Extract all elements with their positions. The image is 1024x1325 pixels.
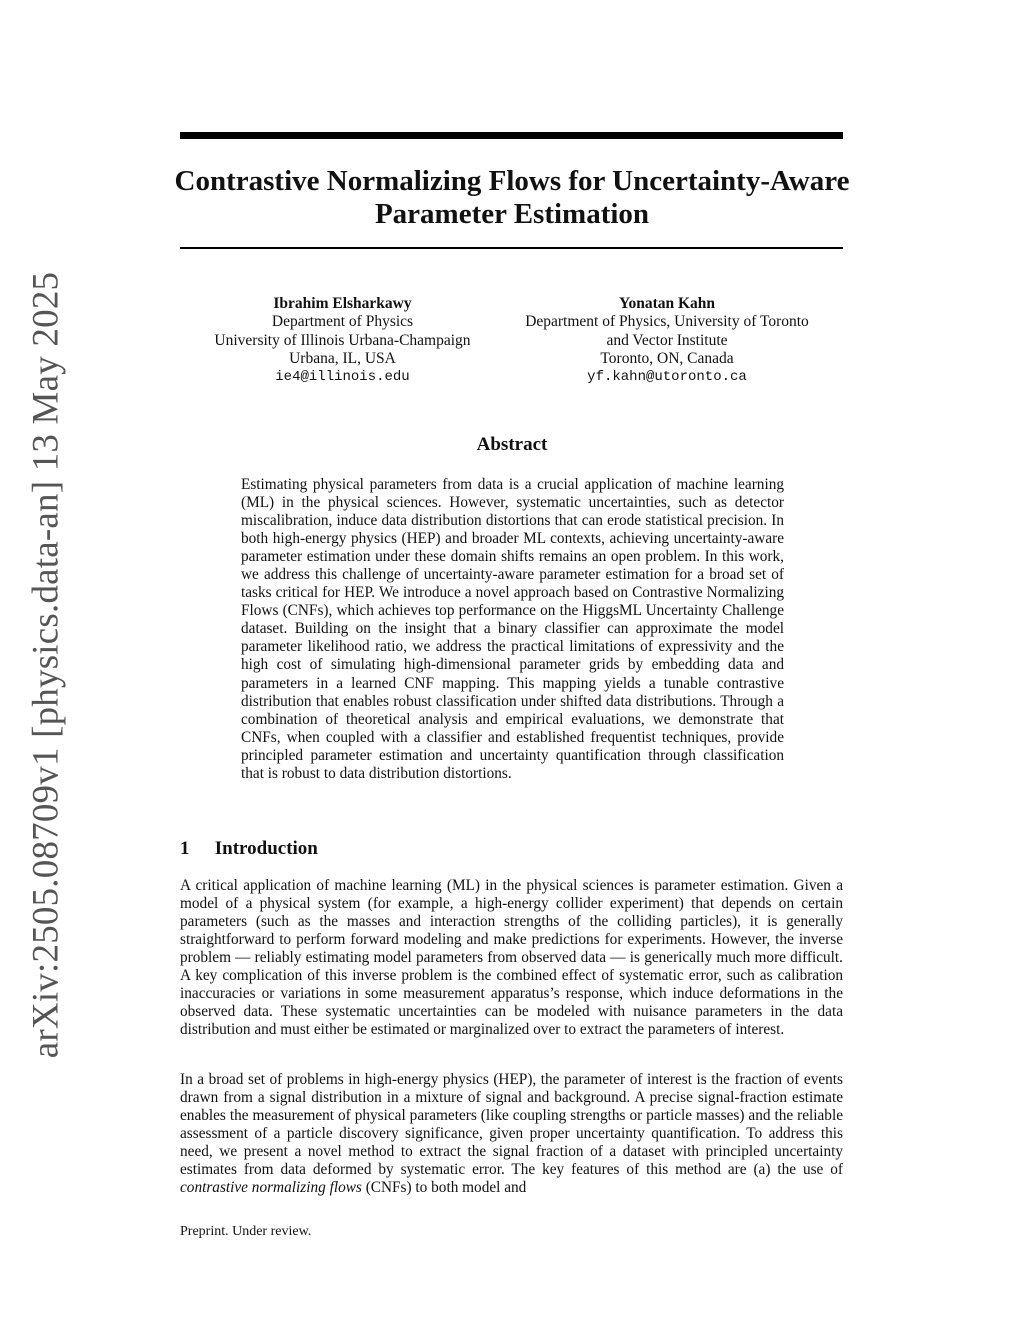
section-number: 1	[180, 838, 190, 859]
footer-note: Preprint. Under review.	[180, 1224, 312, 1239]
author-email: yf.kahn@utoronto.ca	[587, 369, 747, 386]
paragraph-text: (CNFs) to both model and	[361, 1179, 527, 1197]
paragraph-text: In a broad set of problems in high-energy physics (HEP), the parameter of interest is the fraction of events drawn from a signal distribution in a mixture of signal and background. A precise signal-fraction estimate enables the measurement of physical parameters (like coupling strengths or particle masses) and the reliable assessment of a particle discovery significance, given proper uncertainty quantification. To address this need, we present a novel method to extract the signal fraction of a dataset with principled uncertainty estimates from data deformed by systematic error. The key features of this method are (a) the use of	[180, 1071, 843, 1179]
title-bottom-rule	[180, 247, 843, 249]
abstract-heading: Abstract	[476, 434, 548, 455]
emphasized-term: contrastive normalizing flows	[180, 1179, 362, 1197]
author-block-2	[500, 295, 834, 386]
author-affiliation-line: University of Illinois Urbana-Champaign	[214, 331, 471, 349]
author-name: Yonatan Kahn	[618, 295, 716, 312]
author-affiliation-line: Department of Physics	[271, 313, 414, 331]
author-affiliation-line: Department of Physics, University of Toronto	[525, 313, 809, 331]
author-affiliation-line: and Vector Institute	[606, 331, 728, 349]
author-block-1	[190, 295, 495, 386]
title-top-rule	[180, 132, 843, 139]
intro-paragraph-1: A critical application of machine learning (ML) in the physical sciences is parameter estimation. Given a model of a physical system (for example, a high-energy collider experiment) that depends on certain parameters (such as the masses and interaction strengths of the colliding particles), it is generally straightforward to perform forward modeling and make predictions for experiments. However, the inverse problem — reliably estimating model parameters from observed data — is generically much more difficult. A key complication of this inverse problem is the combined effect of systematic error, such as calibration inaccuracies or variations in some measurement apparatus’s response, which induce deformations in the observed data. These systematic uncertainties can be modeled with nuisance parameters in the data distribution and must either be estimated or marginalized over to extract the parameters of interest.	[180, 877, 843, 1039]
arxiv-identifier-stamp: arXiv:2505.08709v1 [physics.data-an] 13 May 2025	[25, 271, 67, 1059]
abstract-text: Estimating physical parameters from data is a crucial application of machine learning (ML) in the physical sciences. However, systematic uncertainties, such as detector miscalibration, induce data distribution distortions that can erode statistical precision. In both high-energy physics (HEP) and broader ML contexts, achieving uncertainty-aware parameter estimation under these domain shifts remains an open problem. In this work, we address this challenge of uncertainty-aware parameter estimation for a broad set of tasks critical for HEP. We introduce a novel approach based on Contrastive Normalizing Flows (CNFs), which achieves top performance on the HiggsML Uncertainty Challenge dataset. Building on the insight that a binary classifier can approximate the model parameter likelihood ratio, we address the practical limitations of expressivity and the high cost of simulating high-dimensional parameter grids by embedding data and parameters in a learned CNF mapping. This mapping yields a tunable contrastive distribution that enables robust classification under shifted data distributions. Through a combination of theoretical analysis and empirical evaluations, we demonstrate that CNFs, when coupled with a classifier and established frequentist techniques, provide principled parameter estimation and uncertainty quantification through classification that is robust to data distribution distortions.	[241, 476, 784, 782]
author-affiliation-line: Urbana, IL, USA	[289, 349, 396, 367]
section-heading	[180, 838, 318, 860]
author-affiliation-line: Toronto, ON, Canada	[600, 349, 734, 367]
paper-title: Contrastive Normalizing Flows for Uncertainty-Aware Parameter Estimation	[174, 165, 850, 230]
section-title: Introduction	[214, 838, 318, 859]
author-email: ie4@illinois.edu	[275, 369, 410, 386]
intro-paragraph-2	[180, 1071, 843, 1197]
author-name: Ibrahim Elsharkawy	[273, 295, 412, 312]
